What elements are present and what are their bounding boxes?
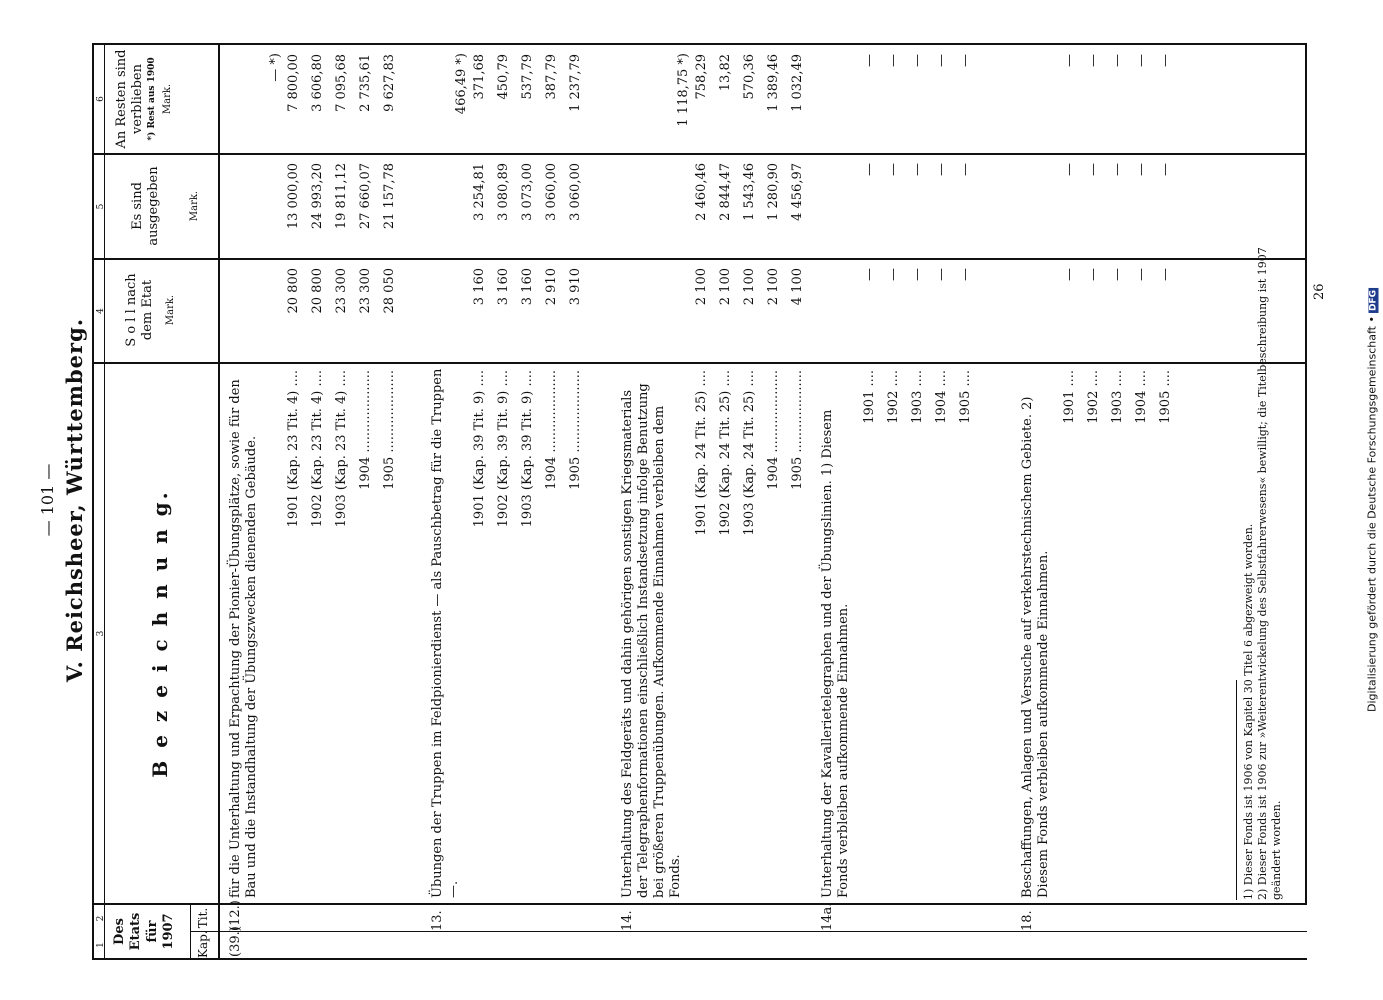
row-year-label: 1905 .... <box>1158 370 1173 424</box>
row-ausgegeben: — <box>1086 163 1101 176</box>
row-rest: — <box>886 54 901 67</box>
row-tit: 18. <box>1020 910 1035 931</box>
row-description: Unterhaltung des Feldgeräts und dahin gehörigen sonstigen Kriegsmaterials der Telegraphenformationen einschließlich Instandsetzung infolge Benutzung bei größeren Truppenübungen. Aufkommende Einnahmen verbleiben dem Fonds. <box>620 383 683 898</box>
footnote-2: 2) Dieser Fonds ist 1906 zur »Weiterentwickelung des Selbstfahrerwesens« bewilligt; die Titelbeschreibung ist 1907 geändert worden. <box>1256 247 1283 900</box>
row-tit: 13. <box>430 910 445 931</box>
colnum-1: 1 <box>96 942 106 948</box>
row-rest: 13,82 <box>718 54 733 92</box>
row-year-label: 1901 (Kap. 23 Tit. 4) .... <box>286 370 301 528</box>
row-year-label: 1904 .... <box>934 370 949 424</box>
row-soll: — <box>958 268 973 281</box>
row-rest: 7 095,68 <box>334 54 349 112</box>
row-year-label: 1904 .................... <box>766 370 781 490</box>
row-soll: — <box>1086 268 1101 281</box>
row-rest: 3 606,80 <box>310 54 325 112</box>
row-ausgegeben: — <box>1158 163 1173 176</box>
row-rest: — <box>958 54 973 67</box>
row-year-label: 1901 .... <box>862 370 877 424</box>
row-soll: — <box>934 268 949 281</box>
row-description: Übungen der Truppen im Feldpionierdienst — als Pauschbetrag für die Truppen —. <box>430 368 461 898</box>
dfg-logo: DFG <box>1368 290 1379 312</box>
row-year-label: 1901 .... <box>1062 370 1077 424</box>
row-rest: 1 389,46 <box>766 54 781 112</box>
row-soll: 23 300 <box>358 268 373 314</box>
colnum-2: 2 <box>96 915 106 922</box>
row-rest: 9 627,83 <box>382 54 397 112</box>
row-soll: — <box>1134 268 1149 281</box>
row-year-label: 1904 .... <box>1134 370 1149 424</box>
row-soll: 20 800 <box>310 268 325 314</box>
bottom-rule <box>1305 44 1307 905</box>
row-ausgegeben: — <box>1134 163 1149 176</box>
row-rest: 537,79 <box>520 54 535 100</box>
kap-sep <box>190 931 1307 932</box>
row-year-label: 1902 (Kap. 23 Tit. 4) .... <box>310 370 325 528</box>
row-year-label: 1905 .................... <box>790 370 805 490</box>
row-rest: 7 800,00 <box>286 54 301 112</box>
row-ausgegeben: — <box>862 163 877 176</box>
header-rule <box>218 44 220 960</box>
header-reste: An Resten sind verblieben *) Rest aus 1900 Mark. <box>114 49 173 149</box>
row-year-label: 1903 .... <box>910 370 925 424</box>
row-description: Unterhaltung der Kavallerietelegraphen und der Übungslinien. 1) Diesem Fonds verbleiben aufkommende Einnahmen. <box>820 409 851 898</box>
kap-tit-rule <box>190 905 191 960</box>
header-etats: Des Etats für 1907 <box>112 912 176 951</box>
row-rest: — <box>1158 54 1173 67</box>
footnote-rule <box>1236 680 1237 900</box>
row-ausgegeben: 3 080,89 <box>496 163 511 221</box>
col4-sep <box>92 258 1307 260</box>
header-kap: Kap. <box>196 930 210 958</box>
row-rest-carryover: 466,49 *) <box>454 53 469 115</box>
col3-sep <box>92 362 1307 364</box>
right-frame <box>92 43 1307 45</box>
row-ausgegeben: 24 993,20 <box>310 163 325 230</box>
row-ausgegeben: — <box>958 163 973 176</box>
footnote-1: 1) Dieser Fonds ist 1906 von Kapitel 30 Titel 6 abgezweigt worden. <box>1242 523 1255 900</box>
row-year-label: 1902 .... <box>1086 370 1101 424</box>
row-rest: 2 735,61 <box>358 54 373 112</box>
row-year-label: 1903 (Kap. 39 Tit. 9) .... <box>520 370 535 528</box>
row-rest: — <box>1086 54 1101 67</box>
colnum-5: 5 <box>96 203 106 210</box>
row-ausgegeben: — <box>1110 163 1125 176</box>
header-ausgegeben: Es sind ausgegeben Mark. <box>130 166 200 246</box>
row-ausgegeben: 1 280,90 <box>766 163 781 221</box>
row-rest: — <box>1062 54 1077 67</box>
row-year-label: 1905 .................... <box>568 370 583 490</box>
row-year-label: 1902 .... <box>886 370 901 424</box>
row-rest: 371,68 <box>472 54 487 100</box>
running-head: V. Reichsheer, Württemberg. <box>62 317 87 683</box>
row-ausgegeben: 4 456,97 <box>790 163 805 221</box>
row-rest: 570,36 <box>742 54 757 100</box>
page-mark: 26 <box>1312 283 1327 300</box>
row-ausgegeben: — <box>934 163 949 176</box>
colnum-3: 3 <box>96 630 106 637</box>
row-rest: 450,79 <box>496 54 511 100</box>
row-year-label: 1903 (Kap. 24 Tit. 25) .... <box>742 370 757 536</box>
row-ausgegeben: 3 254,81 <box>472 163 487 221</box>
row-tit: 14. <box>620 910 635 931</box>
row-rest: 1 237,79 <box>568 54 583 112</box>
row-ausgegeben: 2 460,46 <box>694 163 709 221</box>
row-kap: (39.) <box>228 926 243 957</box>
top-rule <box>92 44 94 960</box>
row-year-label: 1903 .... <box>1110 370 1125 424</box>
row-rest-carryover: 1 118,75 *) <box>676 53 691 127</box>
row-soll: 3 160 <box>520 268 535 306</box>
row-ausgegeben: 3 060,00 <box>544 163 559 221</box>
col5-sep <box>92 153 1307 155</box>
row-ausgegeben: 2 844,47 <box>718 163 733 221</box>
row-soll: 2 910 <box>544 268 559 306</box>
row-soll: 3 160 <box>496 268 511 306</box>
row-year-label: 1902 (Kap. 39 Tit. 9) .... <box>496 370 511 528</box>
row-soll: 20 800 <box>286 268 301 314</box>
row-ausgegeben: 3 073,00 <box>520 163 535 221</box>
row-year-label: 1904 .................... <box>358 370 373 490</box>
row-ausgegeben: 1 543,46 <box>742 163 757 221</box>
row-description: für die Unterhaltung und Erpachtung der Pionier-Übungsplätze, sowie für den Bau und die Instandhaltung der Übungszwecken dienenden Gebäude. <box>228 379 259 898</box>
header-bezeichnung: B e z e i c h n u n g. <box>148 489 172 778</box>
row-rest: — <box>1134 54 1149 67</box>
row-soll: 3 910 <box>568 268 583 306</box>
row-ausgegeben: 19 811,12 <box>334 163 349 230</box>
row-soll: 2 100 <box>718 268 733 306</box>
row-soll: 2 100 <box>742 268 757 306</box>
row-year-label: 1901 (Kap. 39 Tit. 9) .... <box>472 370 487 528</box>
page-number: — 101 — <box>38 463 57 537</box>
row-soll: 2 100 <box>766 268 781 306</box>
digitization-note: Digitalisierung gefördert durch die Deutsche Forschungsgemeinschaft •DFG <box>1365 290 1379 712</box>
row-year-label: 1901 (Kap. 24 Tit. 25) .... <box>694 370 709 536</box>
row-ausgegeben: 3 060,00 <box>568 163 583 221</box>
row-rest: — <box>862 54 877 67</box>
row-ausgegeben: — <box>910 163 925 176</box>
row-rest: — <box>934 54 949 67</box>
row-soll: — <box>862 268 877 281</box>
colnum-6: 6 <box>96 96 106 102</box>
header-soll: S o l l nach dem Etat Mark. <box>124 273 176 347</box>
colnum-4: 4 <box>96 308 106 314</box>
row-description: Beschaffungen, Anlagen und Versuche auf verkehrstechnischem Gebiete. 2) Diesem Fonds verbleiben aufkommende Einnahmen. <box>1020 396 1051 898</box>
col2-sep <box>92 903 1307 905</box>
row-soll: 28 050 <box>382 268 397 314</box>
row-rest-carryover: — *) <box>268 53 283 82</box>
row-soll: — <box>910 268 925 281</box>
row-soll: — <box>1158 268 1173 281</box>
row-year-label: 1905 .... <box>958 370 973 424</box>
row-year-label: 1905 .................... <box>382 370 397 490</box>
row-rest: — <box>1110 54 1125 67</box>
row-tit: (12.) <box>228 900 243 931</box>
header-tit: Tit. <box>196 907 210 929</box>
row-soll: 3 160 <box>472 268 487 306</box>
row-ausgegeben: 27 660,07 <box>358 163 373 230</box>
row-ausgegeben: — <box>1062 163 1077 176</box>
row-ausgegeben: — <box>886 163 901 176</box>
row-year-label: 1902 (Kap. 24 Tit. 25) .... <box>718 370 733 536</box>
row-rest: — <box>910 54 925 67</box>
row-ausgegeben: 21 157,78 <box>382 163 397 230</box>
row-rest: 758,29 <box>694 54 709 100</box>
row-soll: 2 100 <box>694 268 709 306</box>
row-ausgegeben: 13 000,00 <box>286 163 301 230</box>
row-rest: 387,79 <box>544 54 559 100</box>
row-year-label: 1903 (Kap. 23 Tit. 4) .... <box>334 370 349 528</box>
row-soll: — <box>1062 268 1077 281</box>
row-soll: — <box>886 268 901 281</box>
row-soll: 23 300 <box>334 268 349 314</box>
row-rest: 1 032,49 <box>790 54 805 112</box>
row-year-label: 1904 .................... <box>544 370 559 490</box>
row-tit: 14a. <box>820 902 835 931</box>
left-frame <box>92 958 1307 960</box>
row-soll: 4 100 <box>790 268 805 306</box>
row-soll: — <box>1110 268 1125 281</box>
